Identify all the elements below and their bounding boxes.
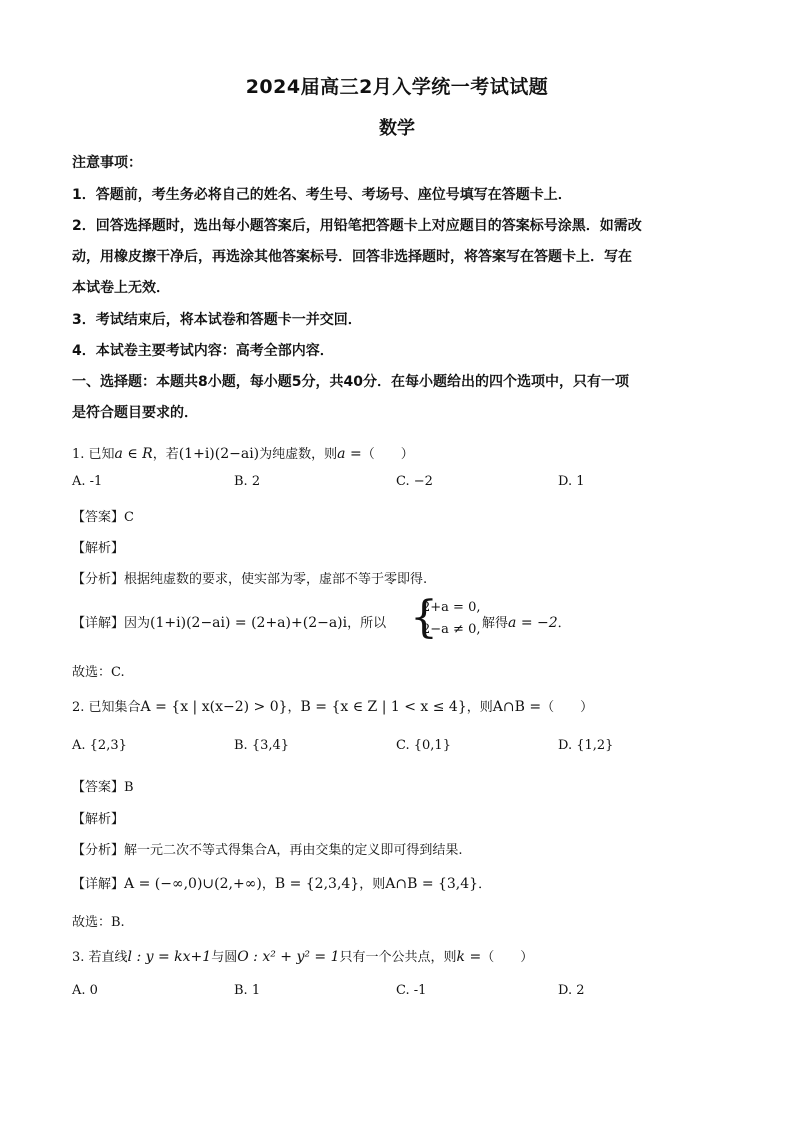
math-inline: O : x² + y² = 1 — [237, 949, 340, 965]
math-inline: A = {x | x(x−2) > 0} — [140, 699, 288, 715]
math-inline: k = — [456, 949, 482, 965]
math-inline: a = −2 — [508, 615, 558, 631]
notice-heading: 注意事项： — [72, 155, 142, 171]
math-inline: B = {2,3,4} — [274, 876, 360, 892]
question-1-option-a: A. -1 — [72, 474, 103, 489]
notice-item-4: 4．本试卷主要考试内容：高考全部内容． — [72, 343, 334, 359]
system-row-1: 2+a = 0, — [422, 600, 481, 615]
question-1-option-c: C. −2 — [396, 474, 433, 489]
question-1-detail: 【详解】因为(1+i)(2−ai) = (2+a)+(2−a)i，所以 — [72, 615, 387, 631]
question-2-option-c: C. {0,1} — [396, 738, 451, 753]
exam-title: 2024届高三2月入学统一考试试题 — [245, 76, 549, 98]
notice-item-2-line-3: 本试卷上无效． — [72, 280, 170, 296]
question-2-fenxi: 【分析】解一元二次不等式得集合A，再由交集的定义即可得到结果. — [72, 843, 463, 858]
math-inline: B = {x ∈ Z | 1 < x ≤ 4} — [300, 699, 467, 715]
question-2-answer: 【答案】B — [72, 780, 134, 795]
question-2-analysis-tag: 【解析】 — [72, 812, 125, 827]
question-3-option-d: D. 2 — [558, 983, 585, 998]
question-3-option-b: B. 1 — [234, 983, 261, 998]
section-heading-line-1: 一、选择题：本题共8小题，每小题5分，共40分．在每小题给出的四个选项中，只有一项 — [72, 374, 629, 390]
question-2-stem: 2. 已知集合A = {x | x(x−2) > 0}，B = {x ∈ Z | 1 < x ≤ 4}，则A∩B =（ ） — [72, 699, 594, 715]
math-inline: A∩B = {3,4} — [385, 876, 479, 892]
notice-item-3: 3．考试结束后，将本试卷和答题卡一并交回． — [72, 312, 362, 328]
question-2-detail: 【详解】A = (−∞,0)∪(2,+∞)，B = {2,3,4}，则A∩B = {3,4}． — [72, 876, 492, 892]
question-1-option-b: B. 2 — [234, 474, 261, 489]
section-heading-line-2: 是符合题目要求的． — [72, 405, 198, 421]
question-3-stem: 3. 若直线l : y = kx+1与圆O : x² + y² = 1只有一个公共点，则k =（ ） — [72, 949, 534, 965]
math-inline: (1+i)(2−ai) = (2+a)+(2−a)i — [150, 615, 348, 631]
question-2-conclusion: 故选：B. — [72, 915, 125, 930]
question-1-stem: 1. 已知a ∈ R，若(1+i)(2−ai)为纯虚数，则a =（ ） — [72, 446, 414, 462]
question-1-answer: 【答案】C — [72, 510, 134, 525]
exam-subject: 数学 — [379, 118, 415, 139]
notice-item-1: 1．答题前，考生务必将自己的姓名、考生号、考场号、座位号填写在答题卡上． — [72, 187, 572, 203]
question-3-option-c: C. -1 — [396, 983, 427, 998]
question-2-option-a: A. {2,3} — [72, 738, 127, 753]
left-brace: { — [410, 592, 438, 643]
question-2-option-d: D. {1,2} — [558, 738, 614, 753]
system-row-2: 2−a ≠ 0, — [422, 622, 481, 637]
question-3-option-a: A. 0 — [72, 983, 98, 998]
notice-item-2-line-1: 2．回答选择题时，选出每小题答案后，用铅笔把答题卡上对应题目的答案标号涂黑．如需改 — [72, 218, 642, 234]
question-1-fenxi: 【分析】根据纯虚数的要求，使实部为零，虚部不等于零即得. — [72, 572, 428, 587]
math-inline: l : y = kx+1 — [127, 949, 212, 965]
question-1-conclusion: 故选：C. — [72, 665, 125, 680]
question-1-analysis-tag: 【解析】 — [72, 541, 125, 556]
math-inline: (1+i)(2−ai) — [178, 446, 260, 462]
math-inline: a = — [337, 446, 362, 462]
math-inline: a ∈ R — [114, 446, 153, 462]
question-1-detail-result: 解得a = −2． — [482, 615, 571, 631]
question-2-option-b: B. {3,4} — [234, 738, 290, 753]
math-inline: A = (−∞,0)∪(2,+∞) — [124, 876, 262, 892]
question-1-option-d: D. 1 — [558, 474, 585, 489]
notice-item-2-line-2: 动，用橡皮擦干净后，再选涂其他答案标号．回答非选择题时，将答案写在答题卡上．写在 — [72, 249, 632, 265]
math-inline: A∩B = — [492, 699, 542, 715]
